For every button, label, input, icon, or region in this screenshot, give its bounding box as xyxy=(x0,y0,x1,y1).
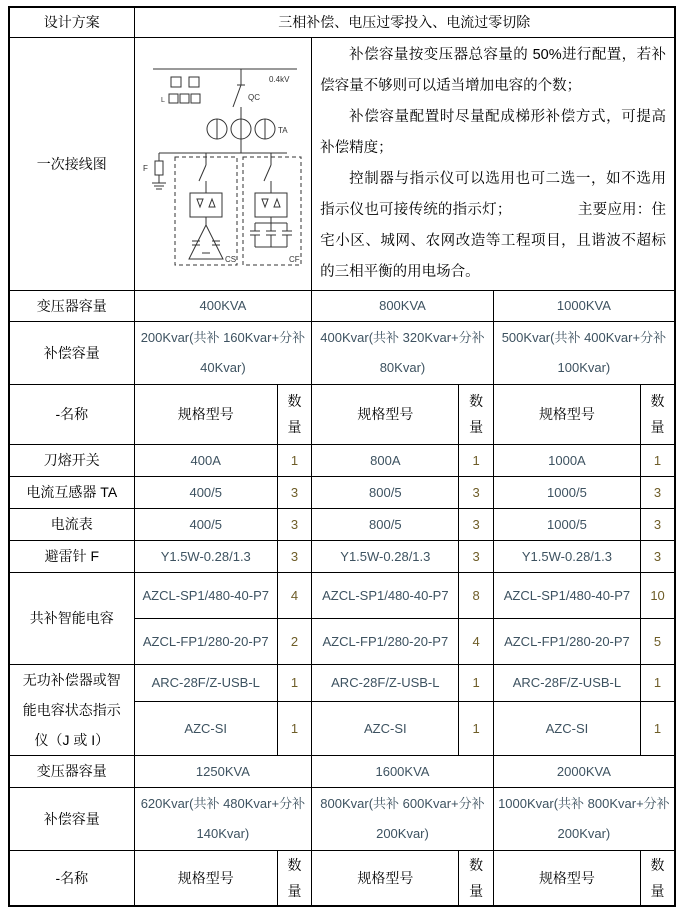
transformer-value: 2000KVA xyxy=(493,755,675,787)
qty-header: 数量 xyxy=(459,384,493,444)
spec-cell: ARC-28F/Z-USB-L xyxy=(134,664,277,701)
qty-cell: 8 xyxy=(459,572,493,618)
spec-cell: 800/5 xyxy=(312,508,459,540)
spec-header: 规格型号 xyxy=(493,850,640,906)
qty-cell: 10 xyxy=(641,572,675,618)
cs-switch-icon xyxy=(199,165,206,181)
indicator-box-icon xyxy=(180,94,189,103)
spec-header: 规格型号 xyxy=(312,850,459,906)
qty-cell: 1 xyxy=(641,701,675,755)
cf-switch-icon xyxy=(264,165,271,181)
compensation-capacity-row-1 xyxy=(9,321,675,384)
spec-header: 规格型号 xyxy=(134,384,277,444)
l-label: L xyxy=(160,96,165,104)
compensation-value: 400Kvar(共补 320Kvar+分补 80Kvar) xyxy=(312,321,494,384)
transformer-value: 1600KVA xyxy=(312,755,494,787)
spec-cell: AZC-SI xyxy=(134,701,277,755)
transformer-capacity-row-2 xyxy=(9,755,675,787)
diagram-label: 一次接线图 xyxy=(9,37,134,290)
design-scheme-value: 三相补偿、电压过零投入、电流过零切除 xyxy=(134,7,675,37)
qty-cell: 1 xyxy=(641,664,675,701)
spec-header: 规格型号 xyxy=(134,850,277,906)
qty-cell: 3 xyxy=(641,540,675,572)
qty-cell: 3 xyxy=(459,540,493,572)
row-label: 电流互感器 TA xyxy=(9,476,134,508)
compensation-value: 200Kvar(共补 160Kvar+分补 40Kvar) xyxy=(134,321,312,384)
indicator-box-icon xyxy=(191,94,200,103)
qty-cell: 3 xyxy=(277,540,311,572)
voltage-label: 0.4kV xyxy=(268,74,290,84)
row-label: 刀熔开关 xyxy=(9,444,134,476)
qty-cell: 3 xyxy=(459,476,493,508)
row-label: 变压器容量 xyxy=(9,755,134,787)
qty-cell: 1 xyxy=(277,701,311,755)
qty-header: 数量 xyxy=(459,850,493,906)
thyristor-diode-icon xyxy=(209,199,215,207)
table-row xyxy=(9,444,675,476)
one-line-diagram-svg xyxy=(137,57,309,271)
spec-cell: AZC-SI xyxy=(312,701,459,755)
spec-cell: 1000/5 xyxy=(493,476,640,508)
qty-cell: 3 xyxy=(459,508,493,540)
spec-header: 规格型号 xyxy=(493,384,640,444)
transformer-value: 1250KVA xyxy=(134,755,312,787)
transformer-capacity-row-1 xyxy=(9,290,675,321)
spec-cell: 400A xyxy=(134,444,277,476)
spec-cell: 1000/5 xyxy=(493,508,640,540)
qty-cell: 3 xyxy=(641,508,675,540)
row-label: 变压器容量 xyxy=(9,290,134,321)
spec-cell: AZCL-FP1/280-20-P7 xyxy=(312,618,459,664)
compensation-value: 620Kvar(共补 480Kvar+分补 140Kvar) xyxy=(134,787,312,850)
qty-cell: 2 xyxy=(277,618,311,664)
spec-table xyxy=(8,6,676,907)
spec-header: 规格型号 xyxy=(312,384,459,444)
spec-cell: Y1.5W-0.28/1.3 xyxy=(134,540,277,572)
column-header-row-2 xyxy=(9,850,675,906)
transformer-value: 400KVA xyxy=(134,290,312,321)
row-label: 补偿容量 xyxy=(9,321,134,384)
spec-cell: AZCL-SP1/480-40-P7 xyxy=(493,572,640,618)
table-row xyxy=(9,540,675,572)
spec-cell: Y1.5W-0.28/1.3 xyxy=(312,540,459,572)
spec-cell: 800/5 xyxy=(312,476,459,508)
row-label: 电流表 xyxy=(9,508,134,540)
notes-cell xyxy=(312,37,675,290)
qty-header: 数量 xyxy=(641,850,675,906)
spec-cell: AZCL-SP1/480-40-P7 xyxy=(312,572,459,618)
cf-label: CF xyxy=(288,254,300,264)
qty-cell: 1 xyxy=(459,664,493,701)
thyristor-diode-icon xyxy=(274,199,280,207)
compensation-value: 800Kvar(共补 600Kvar+分补 200Kvar) xyxy=(312,787,494,850)
spec-cell: AZCL-FP1/280-20-P7 xyxy=(134,618,277,664)
cf-branch-box xyxy=(243,157,301,265)
design-scheme-label: 设计方案 xyxy=(9,7,134,37)
row-label: 补偿容量 xyxy=(9,787,134,850)
row-label: 避雷针 F xyxy=(9,540,134,572)
thyristor-diode-icon xyxy=(262,199,268,207)
qty-header: 数量 xyxy=(277,384,311,444)
spec-cell: AZC-SI xyxy=(493,701,640,755)
qty-header: 数量 xyxy=(277,850,311,906)
spec-cell: AZCL-SP1/480-40-P7 xyxy=(134,572,277,618)
spec-cell: ARC-28F/Z-USB-L xyxy=(493,664,640,701)
spec-cell: AZCL-FP1/280-20-P7 xyxy=(493,618,640,664)
note-paragraph: 补偿容量按变压器总容量的 50%进行配置，若补偿容量不够则可以适当增加电容的个数； xyxy=(320,46,666,94)
name-header: -名称 xyxy=(9,384,134,444)
indicator-box-icon xyxy=(169,94,178,103)
qty-cell: 3 xyxy=(641,476,675,508)
meter-box-icon xyxy=(171,77,181,87)
arrester-icon xyxy=(155,161,163,175)
design-scheme-row xyxy=(9,7,675,37)
cs-thyristor-box xyxy=(190,193,222,217)
spec-cell: 400/5 xyxy=(134,476,277,508)
ta-label: TA xyxy=(277,125,288,135)
transformer-value: 800KVA xyxy=(312,290,494,321)
disconnect-switch-icon xyxy=(233,85,241,107)
qty-cell: 5 xyxy=(641,618,675,664)
qty-cell: 1 xyxy=(459,701,493,755)
column-header-row-1 xyxy=(9,384,675,444)
cs-label: CS xyxy=(224,254,237,264)
qty-cell: 1 xyxy=(277,444,311,476)
qty-cell: 1 xyxy=(459,444,493,476)
qty-cell: 1 xyxy=(277,664,311,701)
note-paragraph: 控制器与指示仪可以选用也可二选一，如不选用指示仪也可接传统的指示灯； 主要应用：住宅小区、城网、农网改造等工程项目，且谐波不超标的三相平衡的用电场合。 xyxy=(320,170,666,280)
spec-cell: 800A xyxy=(312,444,459,476)
one-line-diagram xyxy=(134,37,312,290)
compensation-value: 1000Kvar(共补 800Kvar+分补 200Kvar) xyxy=(493,787,675,850)
qc-label: QC xyxy=(247,92,260,102)
row-label: 无功补偿器或智能电容状态指示仪（J 或 I） xyxy=(9,664,134,755)
cs-branch-box xyxy=(175,157,237,265)
cf-thyristor-box xyxy=(255,193,287,217)
transformer-value: 1000KVA xyxy=(493,290,675,321)
f-label: F xyxy=(142,163,148,173)
diagram-row xyxy=(9,37,675,290)
spec-cell: ARC-28F/Z-USB-L xyxy=(312,664,459,701)
qty-cell: 3 xyxy=(277,508,311,540)
table-row xyxy=(9,508,675,540)
meter-box-icon xyxy=(189,77,199,87)
compensation-value: 500Kvar(共补 400Kvar+分补 100Kvar) xyxy=(493,321,675,384)
spec-cell: Y1.5W-0.28/1.3 xyxy=(493,540,640,572)
compensation-capacity-row-2 xyxy=(9,787,675,850)
table-row xyxy=(9,572,675,618)
spec-cell: 1000A xyxy=(493,444,640,476)
qty-header: 数量 xyxy=(641,384,675,444)
qty-cell: 1 xyxy=(641,444,675,476)
table-row xyxy=(9,664,675,701)
spec-cell: 400/5 xyxy=(134,508,277,540)
name-header: -名称 xyxy=(9,850,134,906)
table-row xyxy=(9,476,675,508)
thyristor-diode-icon xyxy=(197,199,203,207)
delta-capacitor-icon xyxy=(189,225,223,259)
row-label: 共补智能电容 xyxy=(9,572,134,664)
qty-cell: 3 xyxy=(277,476,311,508)
qty-cell: 4 xyxy=(277,572,311,618)
qty-cell: 4 xyxy=(459,618,493,664)
note-paragraph: 补偿容量配置时尽量配成梯形补偿方式，可提高补偿精度； xyxy=(320,108,666,156)
